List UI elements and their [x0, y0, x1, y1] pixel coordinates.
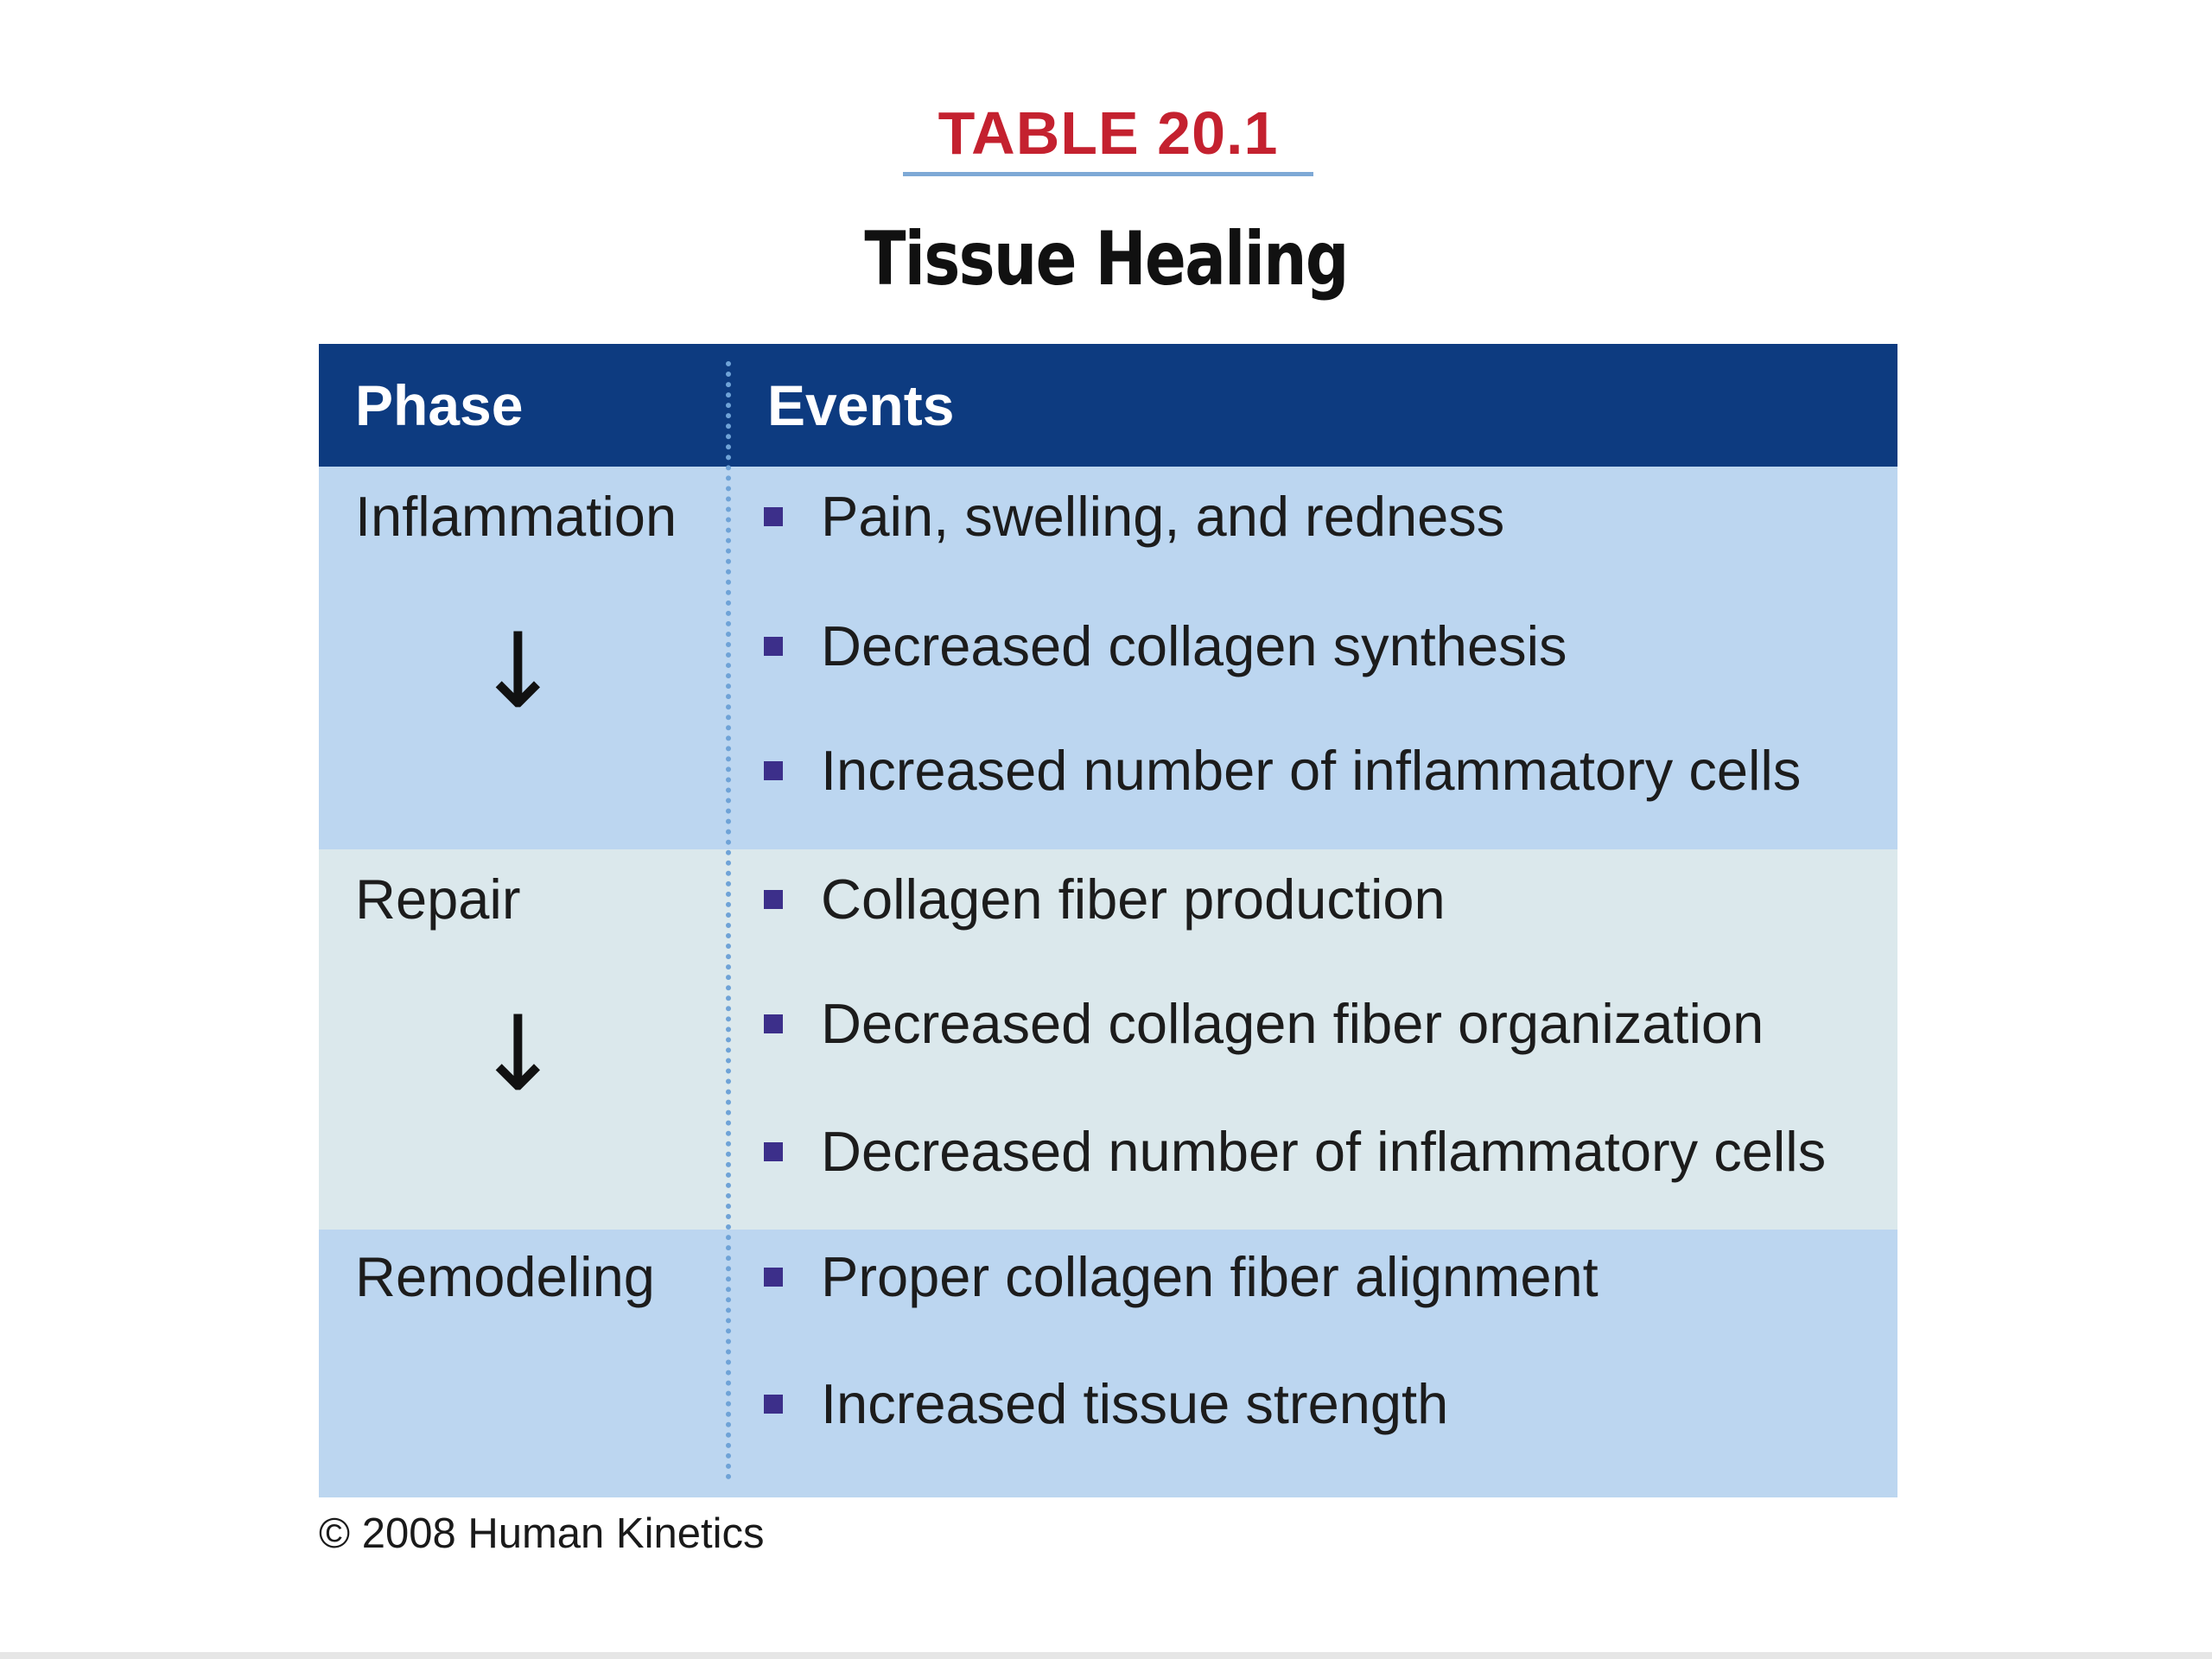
- event-text: Decreased number of inflammatory cells: [821, 1120, 1827, 1183]
- header-events: Events: [767, 373, 955, 437]
- event-item: [764, 989, 1764, 1058]
- event-text: Increased number of inflammatory cells: [821, 739, 1802, 802]
- event-text: Collagen fiber production: [821, 868, 1446, 931]
- event-text: Pain, swelling, and redness: [821, 485, 1505, 548]
- down-arrow-icon: ↓: [474, 995, 562, 1115]
- square-bullet-icon: [764, 1142, 783, 1161]
- phase-name: Inflammation: [355, 485, 677, 548]
- column-divider: [726, 361, 731, 1480]
- phase-section-remodeling: [319, 1230, 1897, 1497]
- square-bullet-icon: [764, 1395, 783, 1414]
- square-bullet-icon: [764, 507, 783, 526]
- phase-section-repair: [319, 849, 1897, 1230]
- event-item: [764, 736, 1801, 805]
- phase-section-inflammation: [319, 467, 1897, 849]
- event-item: [764, 612, 1567, 681]
- event-text: Decreased collagen fiber organization: [821, 992, 1764, 1055]
- bottom-divider: [0, 1652, 2212, 1659]
- event-item: [764, 865, 1446, 934]
- phase-name: Repair: [355, 868, 521, 931]
- phase-name: Remodeling: [355, 1245, 655, 1308]
- table-header-row: [319, 344, 1897, 467]
- square-bullet-icon: [764, 637, 783, 656]
- event-item: [764, 1117, 1826, 1186]
- event-item: [764, 482, 1504, 551]
- event-item: [764, 1370, 1448, 1439]
- table-label: TABLE 20.1: [938, 99, 1279, 167]
- table-label-underline: [903, 172, 1313, 176]
- event-text: Proper collagen fiber alignment: [821, 1245, 1599, 1308]
- square-bullet-icon: [764, 761, 783, 780]
- table-title: Tissue Healing: [864, 216, 1348, 302]
- square-bullet-icon: [764, 1014, 783, 1033]
- event-item: [764, 1243, 1599, 1312]
- healing-table: [319, 344, 1897, 1497]
- square-bullet-icon: [764, 890, 783, 909]
- header-phase: Phase: [355, 373, 524, 437]
- square-bullet-icon: [764, 1268, 783, 1287]
- copyright-notice: © 2008 Human Kinetics: [319, 1510, 765, 1557]
- event-text: Decreased collagen synthesis: [821, 614, 1567, 677]
- event-text: Increased tissue strength: [821, 1372, 1449, 1435]
- down-arrow-icon: ↓: [474, 612, 562, 732]
